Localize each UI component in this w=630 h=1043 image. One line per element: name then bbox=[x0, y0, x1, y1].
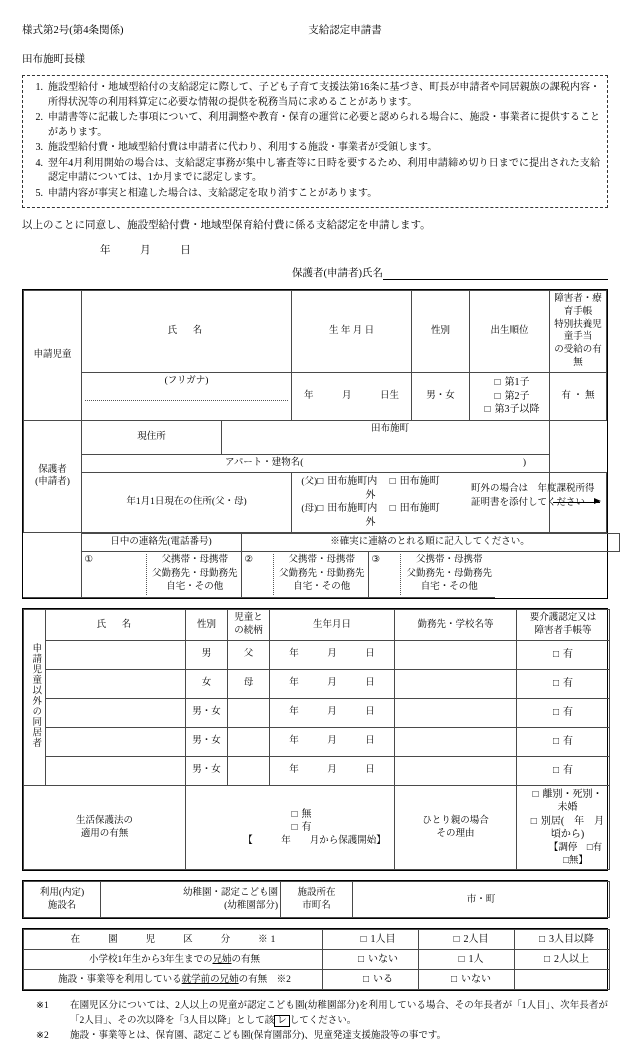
cohabitant-row bbox=[24, 698, 610, 727]
birth-order-option-2[interactable]: □ 第2子 bbox=[478, 390, 546, 404]
cohabitant-birth[interactable]: 年 月 日 bbox=[270, 698, 395, 727]
apartment-label: アパート・建物名( bbox=[225, 457, 304, 468]
cohabitant-care[interactable]: □ 有 bbox=[517, 640, 610, 669]
cohabitant-care[interactable]: □ 有 bbox=[517, 698, 610, 727]
child-handicap-header bbox=[550, 291, 607, 373]
mother-outside-town[interactable]: □ 田布施町外 bbox=[366, 503, 440, 528]
cohabitant-relation-header bbox=[228, 610, 270, 641]
notice-number: 4. bbox=[35, 157, 43, 169]
use-label-line-1: 利用(内定) bbox=[39, 888, 85, 899]
notice-box bbox=[22, 75, 608, 208]
current-address-input[interactable] bbox=[222, 420, 550, 454]
enrollment-row bbox=[24, 970, 610, 990]
notice-text: 施設型給付・地域型給付の支給認定に際して、子ども子育て支援法第16条に基づき、町長が申請者や同居親族の課税内容・所得状況等の利用料算定に必要な情報の提供を税務当局に求めることがあります。 bbox=[48, 82, 600, 108]
handicap-line-2: 特別扶養児童手当 bbox=[554, 319, 602, 343]
cohabitant-work[interactable] bbox=[395, 698, 517, 727]
contact-label: 日中の連絡先(電話番号) bbox=[81, 533, 241, 551]
enrollment-section bbox=[22, 928, 608, 991]
kindergarten-line-2: (幼稚園部分) bbox=[224, 900, 278, 911]
cohabitant-care-header bbox=[517, 610, 610, 641]
location-line-1: 施設所在 bbox=[297, 888, 336, 899]
date-day: 日 bbox=[180, 245, 192, 256]
relation-line-1: 児童と bbox=[234, 613, 263, 624]
birth-order-option-1[interactable]: □ 第1子 bbox=[478, 376, 546, 390]
cohabitant-gender[interactable]: 男・女 bbox=[186, 756, 228, 785]
contact-opt-work[interactable]: 父勤務先・母勤務先 bbox=[278, 568, 365, 579]
enrollment-label-1: 在 園 児 区 分 ※1 bbox=[24, 930, 323, 950]
use-label-line-2: 施設名 bbox=[47, 900, 77, 911]
care-line-2: 障害者手帳等 bbox=[534, 626, 592, 637]
cohabitant-gender-header: 性別 bbox=[186, 610, 228, 641]
contact-cell-1[interactable] bbox=[81, 551, 241, 597]
cohabitant-birth[interactable]: 年 月 日 bbox=[270, 640, 395, 669]
date-month: 月 bbox=[140, 245, 152, 256]
cohabitant-row bbox=[24, 640, 610, 669]
cohabitant-name-input[interactable] bbox=[46, 727, 186, 756]
notice-number: 1. bbox=[35, 82, 43, 93]
cohabitant-care[interactable]: □ 有 bbox=[517, 727, 610, 756]
contact-opt-work[interactable]: 父勤務先・母勤務先 bbox=[151, 568, 238, 579]
footnote-label-1: ※1 bbox=[36, 1001, 49, 1012]
facility-table bbox=[23, 881, 610, 918]
contact-cell-2[interactable] bbox=[241, 551, 368, 597]
furigana-label: (フリガナ) bbox=[164, 375, 209, 386]
footnote1-boxed-check: レ bbox=[274, 1015, 290, 1027]
cohabitant-birth[interactable]: 年 月 日 bbox=[270, 727, 395, 756]
guardian-address-row bbox=[24, 420, 607, 454]
label2-underline: 兄姉 bbox=[212, 954, 232, 965]
signature-line bbox=[22, 265, 608, 280]
contact-note: ※確実に連絡のとれる順に記入してください。 bbox=[241, 533, 619, 551]
child-name-input[interactable] bbox=[82, 372, 292, 420]
cohabitant-row bbox=[24, 727, 610, 756]
handicap-line-1: 障害者・療育手帳 bbox=[554, 294, 602, 317]
form-number: 様式第2号(第4条関係) bbox=[22, 25, 124, 36]
single-parent-label bbox=[395, 785, 517, 870]
contact-options-2[interactable] bbox=[273, 554, 365, 595]
label3-underline: 就学前の兄姉 bbox=[181, 974, 239, 985]
cohabitant-gender[interactable]: 男・女 bbox=[186, 698, 228, 727]
notice-text: 申請内容が事実と相違した場合は、支給認定を取り消すことがあります。 bbox=[48, 187, 378, 199]
contact-number-1: ① bbox=[84, 554, 94, 565]
contact-options-3[interactable] bbox=[400, 554, 492, 595]
location-line-2: 市町名 bbox=[302, 900, 331, 911]
form-title: 支給認定申請書 bbox=[308, 25, 382, 36]
outside-note-line-2: 証明書を添付してください bbox=[471, 497, 586, 508]
signature-label: 保護者(申請者)氏名 bbox=[292, 268, 383, 279]
cohabitant-name-input[interactable] bbox=[46, 698, 186, 727]
facility-location-label bbox=[281, 882, 353, 918]
father-inside-town[interactable]: □ 田布施町内 bbox=[317, 476, 377, 487]
welfare-label-line-1: 生活保護法の bbox=[75, 815, 133, 826]
label3-post: の有無 ※2 bbox=[238, 974, 291, 985]
cohabitant-birth[interactable]: 年 月 日 bbox=[270, 756, 395, 785]
preschool-empty bbox=[515, 970, 610, 990]
care-line-1: 要介護認定又は bbox=[529, 613, 597, 624]
handicap-line-3: の受給の有無 bbox=[554, 345, 602, 369]
welfare-options[interactable] bbox=[186, 785, 395, 870]
addressee: 田布施町長様 bbox=[22, 54, 85, 65]
single-parent-line-2: その理由 bbox=[436, 828, 475, 839]
cohabitant-care[interactable]: □ 有 bbox=[517, 756, 610, 785]
contact-options-1[interactable] bbox=[146, 554, 238, 595]
enrollment-opt-first[interactable]: □ 1人目 bbox=[323, 930, 419, 950]
enrollment-table bbox=[23, 929, 610, 990]
cohabitant-relation[interactable] bbox=[228, 756, 270, 785]
footnote-body-2: 施設・事業等とは、保育園、認定こども園(保育園部分)、児童発達支援施設等の事です。 bbox=[70, 1030, 447, 1041]
date-line bbox=[22, 242, 608, 257]
contact-opt-home[interactable]: 自宅・その他 bbox=[166, 582, 224, 593]
furigana-rule bbox=[85, 389, 288, 401]
enrollment-label-3 bbox=[24, 970, 323, 990]
cohabitant-name-header: 氏 名 bbox=[46, 610, 186, 641]
welfare-option-yes[interactable]: □ 有 bbox=[212, 821, 391, 835]
enrollment-row bbox=[24, 950, 610, 970]
cohabitant-header-row bbox=[24, 610, 610, 641]
mediation-options[interactable]: 【調停 □有 □無】 bbox=[548, 842, 612, 866]
child-gender-value[interactable]: 男・女 bbox=[412, 372, 470, 420]
cohabitant-work[interactable] bbox=[395, 727, 517, 756]
facility-name-input[interactable] bbox=[101, 882, 281, 918]
siblings-opt-two-plus[interactable]: □ 2人以上 bbox=[515, 950, 610, 970]
contact-spacer-2 bbox=[23, 551, 81, 597]
cohabitant-table bbox=[23, 609, 610, 870]
cohabitant-name-input[interactable] bbox=[46, 756, 186, 785]
cohabitant-relation[interactable] bbox=[228, 698, 270, 727]
birth-order-option-3[interactable]: □ 第3子以降 bbox=[478, 403, 546, 417]
contact-spacer bbox=[23, 533, 81, 551]
footnote-item bbox=[36, 999, 608, 1028]
cohabitant-work[interactable] bbox=[395, 640, 517, 669]
notice-number: 2. bbox=[35, 112, 43, 123]
cohabitant-gender[interactable]: 男 bbox=[186, 640, 228, 669]
welfare-label bbox=[24, 785, 186, 870]
contact-input-row bbox=[23, 551, 619, 597]
child-gender-header: 性別 bbox=[412, 291, 470, 373]
notice-item bbox=[28, 111, 600, 140]
facility-use-label bbox=[24, 882, 101, 918]
cohabitant-gender[interactable]: 女 bbox=[186, 669, 228, 698]
preschool-opt-yes[interactable]: □ いる bbox=[323, 970, 419, 990]
child-birth-order-header: 出生順位 bbox=[470, 291, 550, 373]
signature-input[interactable] bbox=[383, 267, 608, 280]
outside-note-line-1: 町外の場合は 年度課税所得 bbox=[471, 483, 595, 494]
notice-text: 申請書等に記載した事項について、利用調整や教育・保育の運営に必要と認められる場合に、施設・事業者に提供することがあります。 bbox=[48, 112, 600, 138]
cohabitant-work[interactable] bbox=[395, 669, 517, 698]
child-value-row bbox=[24, 372, 607, 420]
cohabitant-row bbox=[24, 669, 610, 698]
cohabitant-relation[interactable] bbox=[228, 727, 270, 756]
cohabitant-birth-header: 生年月日 bbox=[270, 610, 395, 641]
contact-cell-3[interactable] bbox=[368, 551, 495, 597]
facility-row bbox=[24, 882, 610, 918]
relation-line-2: の続柄 bbox=[234, 626, 263, 637]
cohabitant-care[interactable]: □ 有 bbox=[517, 669, 610, 698]
footnotes bbox=[22, 999, 608, 1043]
mother-inside-town[interactable]: □ 田布施町内 bbox=[317, 503, 377, 514]
preschool-opt-no[interactable]: □ いない bbox=[419, 970, 515, 990]
cohabitant-gender[interactable]: 男・女 bbox=[186, 727, 228, 756]
welfare-row bbox=[24, 785, 610, 870]
enrollment-row bbox=[24, 930, 610, 950]
contact-table bbox=[23, 533, 620, 598]
enrollment-opt-second[interactable]: □ 2人目 bbox=[419, 930, 515, 950]
contact-opt-mobile[interactable]: 父携帯・母携帯 bbox=[415, 554, 483, 565]
contact-opt-mobile[interactable]: 父携帯・母携帯 bbox=[288, 554, 355, 565]
cohabitant-vertical-label: 申請児童以外の同居者 bbox=[30, 642, 41, 748]
cohabitant-relation[interactable]: 母 bbox=[228, 669, 270, 698]
guardian-label-line-1: 保護者 bbox=[38, 464, 67, 475]
welfare-start-date[interactable]: 【 年 月から保護開始】 bbox=[243, 835, 386, 846]
facility-section bbox=[22, 880, 608, 919]
single-parent-line-1: ひとり親の場合 bbox=[422, 815, 489, 826]
notice-text: 施設型給付費・地域型給付費は申請者に代わり、利用する施設・事業者が受領します。 bbox=[48, 142, 438, 153]
guardian-row-label bbox=[24, 420, 82, 532]
footnote1-post: してください。 bbox=[289, 1015, 357, 1026]
notice-number: 5. bbox=[35, 187, 43, 199]
enrollment-label-2 bbox=[24, 950, 323, 970]
child-row-label: 申請児童 bbox=[24, 291, 82, 421]
child-handicap-value[interactable]: 有 ・ 無 bbox=[550, 372, 607, 420]
label3-pre: 施設・事業等を利用している bbox=[58, 974, 182, 985]
contact-opt-home[interactable]: 自宅・その他 bbox=[293, 582, 351, 593]
contact-number-2: ② bbox=[244, 554, 254, 565]
guardian-label-line-2: (申請者) bbox=[35, 477, 70, 488]
reason-option-separation[interactable]: □ 別居( 年 月頃から) bbox=[529, 815, 606, 842]
form-header bbox=[22, 22, 608, 40]
contact-number-3: ③ bbox=[371, 554, 381, 565]
child-birth-header: 生 年 月 日 bbox=[292, 291, 412, 373]
cohabitant-section bbox=[22, 608, 612, 871]
contact-opt-mobile[interactable]: 父携帯・母携帯 bbox=[161, 554, 228, 565]
mother-prefix: (母) bbox=[301, 504, 318, 515]
cohabitant-birth[interactable]: 年 月 日 bbox=[270, 669, 395, 698]
footnote-label-2: ※2 bbox=[36, 1030, 49, 1041]
footnote-body-1 bbox=[70, 999, 608, 1028]
single-parent-reasons[interactable] bbox=[517, 785, 610, 870]
notice-number: 3. bbox=[35, 142, 43, 153]
contact-label-row bbox=[23, 533, 619, 551]
child-name-header: 氏 名 bbox=[82, 291, 292, 373]
applicant-section bbox=[22, 289, 608, 599]
label2-post: の有無 bbox=[231, 954, 261, 965]
contact-opt-home[interactable]: 自宅・その他 bbox=[420, 582, 478, 593]
notice-item bbox=[28, 187, 600, 202]
enrollment-opt-third[interactable]: □ 3人目以降 bbox=[515, 930, 610, 950]
consent-text: 以上のことに同意し、施設型給付費・地域型保育給付費に係る支給認定を申請します。 bbox=[22, 220, 431, 231]
kindergarten-line-1: 幼稚園・認定こども園 bbox=[182, 888, 278, 899]
reason-option-divorce[interactable]: □ 離別・死別・未婚 bbox=[529, 788, 606, 815]
apartment-cell[interactable] bbox=[82, 454, 550, 472]
jan1-label: 年1月1日現在の住所(父・母) bbox=[82, 472, 292, 532]
father-prefix: (父) bbox=[301, 476, 318, 487]
town-name: 田布施町 bbox=[371, 423, 410, 434]
cohabitant-name-input[interactable] bbox=[46, 669, 186, 698]
welfare-option-none[interactable]: □ 無 bbox=[212, 808, 391, 822]
notice-text: 翌年4月利用開始の場合は、支給認定事務が集中し審査等に日時を要するため、利用申請締め切り日までに提出された支給認定申請については、1か月までに認定します。 bbox=[48, 157, 600, 183]
footnote1-pre: 在園児区分については、2人以上の児童が認定こども園(幼稚園部分)を利用している場合、その年長者が「1人目」、次年長者が「2人目」、その次以降を「3人目以降」として該 bbox=[70, 1001, 608, 1026]
father-outside-town[interactable]: □ 田布施町外 bbox=[366, 476, 440, 501]
child-header-row bbox=[24, 291, 607, 373]
notice-item bbox=[28, 81, 600, 110]
cohabitant-work-header: 勤務先・学校名等 bbox=[395, 610, 517, 641]
cohabitant-name-input[interactable] bbox=[46, 640, 186, 669]
footnote-item bbox=[36, 1029, 608, 1043]
date-year: 年 bbox=[100, 245, 111, 256]
welfare-label-line-2: 適用の有無 bbox=[80, 828, 129, 839]
apartment-row bbox=[24, 454, 607, 472]
siblings-opt-one[interactable]: □ 1人 bbox=[419, 950, 515, 970]
cohabitant-work[interactable] bbox=[395, 756, 517, 785]
label2-pre: 小学校1年生から3年生までの bbox=[88, 954, 213, 965]
notice-item bbox=[28, 157, 600, 186]
child-birth-input[interactable]: 年 月 日生 bbox=[292, 372, 412, 420]
cohabitant-row-label bbox=[24, 610, 46, 786]
apartment-close: ) bbox=[522, 457, 527, 468]
cohabitant-row bbox=[24, 756, 610, 785]
contact-opt-work[interactable]: 父勤務先・母勤務先 bbox=[406, 568, 492, 579]
child-birth-order-options[interactable] bbox=[470, 372, 550, 420]
cohabitant-relation[interactable]: 父 bbox=[228, 640, 270, 669]
notice-item bbox=[28, 141, 600, 156]
current-address-label: 現住所 bbox=[82, 420, 222, 454]
facility-city-town[interactable]: 市・町 bbox=[353, 882, 610, 918]
siblings-opt-none[interactable]: □ いない bbox=[323, 950, 419, 970]
